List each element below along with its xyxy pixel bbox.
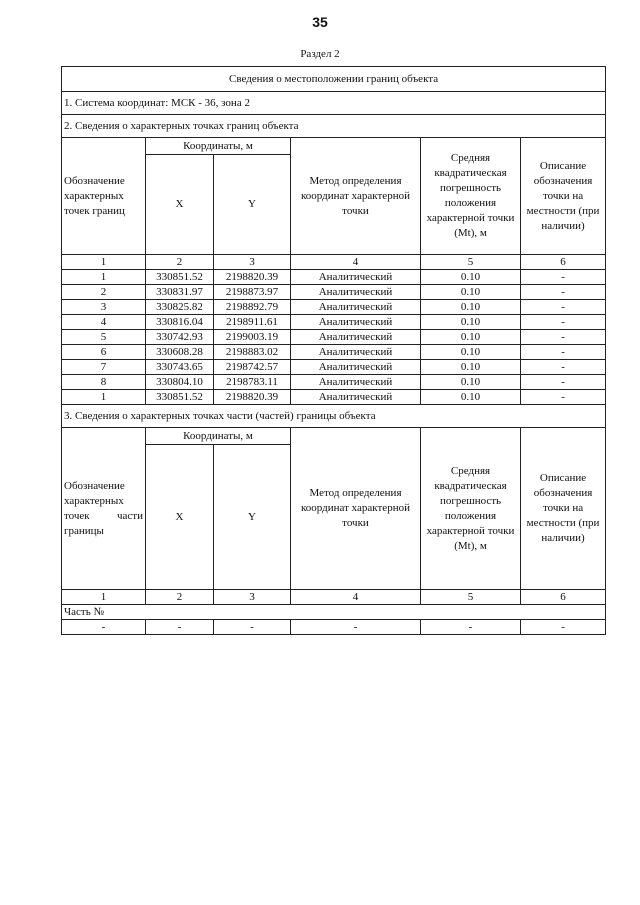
column-number: 1 bbox=[62, 590, 146, 605]
column-number: 5 bbox=[421, 255, 521, 270]
point-number: 2 bbox=[62, 285, 146, 300]
point-description: - bbox=[521, 345, 606, 360]
column-number: 5 bbox=[421, 590, 521, 605]
part-cell: - bbox=[214, 620, 291, 635]
point-description: - bbox=[521, 300, 606, 315]
point-y: 2199003.19 bbox=[214, 330, 291, 345]
point-error: 0.10 bbox=[421, 345, 521, 360]
header-error: Средняя квадратическая погрешность положения характерной точки (Mt), м bbox=[421, 428, 521, 590]
point-number: 3 bbox=[62, 300, 146, 315]
part-cell: - bbox=[62, 620, 146, 635]
header-designation-part: Обозначение характерных точек части границы bbox=[62, 428, 146, 590]
table-row bbox=[62, 390, 606, 405]
part-cell: - bbox=[146, 620, 214, 635]
point-y: 2198783.11 bbox=[214, 375, 291, 390]
table-row bbox=[62, 375, 606, 390]
table-row bbox=[62, 300, 606, 315]
point-method: Аналитический bbox=[291, 390, 421, 405]
column-number: 3 bbox=[214, 255, 291, 270]
point-error: 0.10 bbox=[421, 315, 521, 330]
point-method: Аналитический bbox=[291, 375, 421, 390]
point-description: - bbox=[521, 285, 606, 300]
point-method: Аналитический bbox=[291, 330, 421, 345]
table-row bbox=[62, 360, 606, 375]
page-number: 35 bbox=[312, 14, 328, 30]
point-method: Аналитический bbox=[291, 270, 421, 285]
point-error: 0.10 bbox=[421, 360, 521, 375]
point-x: 330851.52 bbox=[146, 390, 214, 405]
point-x: 330831.97 bbox=[146, 285, 214, 300]
part-cell: - bbox=[421, 620, 521, 635]
column-number: 3 bbox=[214, 590, 291, 605]
point-description: - bbox=[521, 375, 606, 390]
point-x: 330743.65 bbox=[146, 360, 214, 375]
point-y: 2198820.39 bbox=[214, 270, 291, 285]
table-row bbox=[62, 620, 606, 635]
header-y: Y bbox=[214, 445, 291, 590]
column-number: 2 bbox=[146, 590, 214, 605]
section-label: Раздел 2 bbox=[300, 48, 340, 60]
part-label: Часть № bbox=[62, 605, 606, 620]
point-x: 330816.04 bbox=[146, 315, 214, 330]
column-number: 4 bbox=[291, 255, 421, 270]
point-description: - bbox=[521, 315, 606, 330]
part-cell: - bbox=[521, 620, 606, 635]
header-error: Средняя квадратическая погрешность положения характерной точки (Mt), м bbox=[421, 138, 521, 255]
header-x: X bbox=[146, 155, 214, 255]
header-designation: Обозначение характерных точек границ bbox=[62, 138, 146, 255]
point-x: 330851.52 bbox=[146, 270, 214, 285]
point-error: 0.10 bbox=[421, 330, 521, 345]
point-method: Аналитический bbox=[291, 300, 421, 315]
point-y: 2198742.57 bbox=[214, 360, 291, 375]
point-number: 5 bbox=[62, 330, 146, 345]
point-description: - bbox=[521, 330, 606, 345]
table-row bbox=[62, 345, 606, 360]
point-x: 330742.93 bbox=[146, 330, 214, 345]
point-method: Аналитический bbox=[291, 285, 421, 300]
header-coords: Координаты, м bbox=[146, 428, 291, 445]
point-method: Аналитический bbox=[291, 345, 421, 360]
point-x: 330825.82 bbox=[146, 300, 214, 315]
point-number: 7 bbox=[62, 360, 146, 375]
point-number: 1 bbox=[62, 390, 146, 405]
column-number-row bbox=[62, 590, 606, 605]
column-number: 1 bbox=[62, 255, 146, 270]
points-heading: 2. Сведения о характерных точках границ объекта bbox=[62, 115, 606, 138]
table-row bbox=[62, 285, 606, 300]
point-number: 4 bbox=[62, 315, 146, 330]
part-cell: - bbox=[291, 620, 421, 635]
point-error: 0.10 bbox=[421, 300, 521, 315]
header-description: Описание обозначения точки на местности (при наличии) bbox=[521, 428, 606, 590]
header-y: Y bbox=[214, 155, 291, 255]
coord-system-row: 1. Система координат: МСК - 36, зона 2 bbox=[62, 92, 606, 115]
header-description: Описание обозначения точки на местности (при наличии) bbox=[521, 138, 606, 255]
header-method: Метод определения координат характерной точки bbox=[291, 138, 421, 255]
point-method: Аналитический bbox=[291, 360, 421, 375]
header-method: Метод определения координат характерной точки bbox=[291, 428, 421, 590]
column-number: 4 bbox=[291, 590, 421, 605]
point-x: 330804.10 bbox=[146, 375, 214, 390]
point-y: 2198911.61 bbox=[214, 315, 291, 330]
point-description: - bbox=[521, 360, 606, 375]
column-number: 2 bbox=[146, 255, 214, 270]
point-error: 0.10 bbox=[421, 390, 521, 405]
point-method: Аналитический bbox=[291, 315, 421, 330]
table-title: Сведения о местоположении границ объекта bbox=[62, 67, 606, 92]
point-error: 0.10 bbox=[421, 285, 521, 300]
column-number: 6 bbox=[521, 590, 606, 605]
table-row bbox=[62, 270, 606, 285]
point-description: - bbox=[521, 390, 606, 405]
boundary-table bbox=[61, 66, 606, 635]
point-y: 2198820.39 bbox=[214, 390, 291, 405]
parts-heading: 3. Сведения о характерных точках части (частей) границы объекта bbox=[62, 405, 606, 428]
point-y: 2198873.97 bbox=[214, 285, 291, 300]
column-number-row bbox=[62, 255, 606, 270]
point-y: 2198892.79 bbox=[214, 300, 291, 315]
column-number: 6 bbox=[521, 255, 606, 270]
point-error: 0.10 bbox=[421, 270, 521, 285]
point-x: 330608.28 bbox=[146, 345, 214, 360]
table-row bbox=[62, 330, 606, 345]
point-description: - bbox=[521, 270, 606, 285]
point-y: 2198883.02 bbox=[214, 345, 291, 360]
header-x: X bbox=[146, 445, 214, 590]
point-number: 8 bbox=[62, 375, 146, 390]
point-error: 0.10 bbox=[421, 375, 521, 390]
point-number: 1 bbox=[62, 270, 146, 285]
point-number: 6 bbox=[62, 345, 146, 360]
header-coords: Координаты, м bbox=[146, 138, 291, 155]
table-row bbox=[62, 315, 606, 330]
